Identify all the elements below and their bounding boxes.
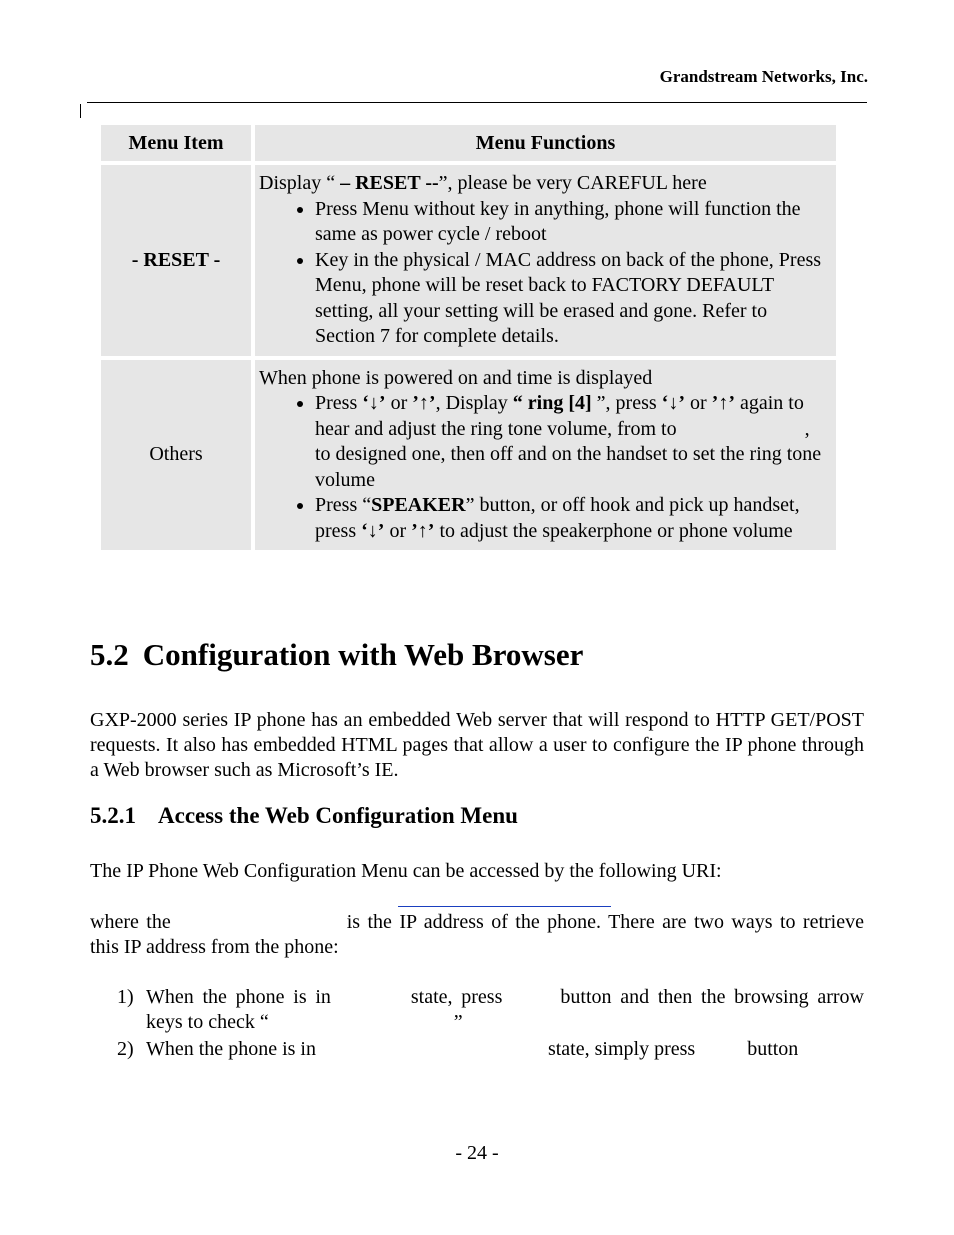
others-bullets (259, 391, 828, 544)
subsection-heading: 5.2.1 Access the Web Configuration Menu (90, 803, 518, 828)
header-rule (87, 102, 867, 103)
list-item: 2) When the phone is in state, simply press button (117, 1038, 799, 1060)
uri-intro: The IP Phone Web Configuration Menu can be accessed by the following URI: (90, 860, 722, 882)
menu-function-others (255, 360, 836, 551)
uri-link-underline[interactable] (398, 906, 611, 907)
menu-item-others: Others (101, 360, 251, 551)
page-number: - 24 - (455, 1142, 499, 1164)
ip-retrieval-list (117, 985, 864, 1063)
where-paragraph: where the is the IP address of the phone. There are two ways to retrieve this IP address from the phone: (90, 911, 864, 958)
reset-bullets (259, 197, 828, 350)
table-row-others (101, 360, 836, 551)
list-item: • Key in the physical / MAC address on back of the phone, Press Menu, phone will be reset back to FACTORY DEFAULT setting, all your setting will be erased and gone. Refer to Section 7 for complete details. (315, 248, 828, 350)
table-row-reset (101, 165, 836, 356)
margin-mark (80, 104, 81, 118)
list-item: • Press Menu without key in anything, phone will function the same as power cycle / reboot (315, 197, 828, 248)
col-header-menu-item: Menu Item (101, 125, 251, 161)
menu-item-reset: - RESET - (101, 165, 251, 356)
list-item: • Press “SPEAKER” button, or off hook and pick up handset, press ‘↓’ or ’↑’ to adjust the speakerphone or phone volume (315, 493, 828, 544)
menu-function-reset (255, 165, 836, 356)
table-header-row (101, 125, 836, 161)
section-heading: 5.2 Configuration with Web Browser (90, 637, 584, 672)
list-item: 1) When the phone is in state, press button and then the browsing arrow keys to check “ ” (117, 986, 864, 1033)
section-paragraph: GXP-2000 series IP phone has an embedded Web server that will respond to HTTP GET/POST requests. It also has embedded HTML pages that allow a user to configure the IP phone through a Web browser such as Microsoft’s IE. (90, 709, 864, 781)
list-item: • Press ‘↓’ or ’↑’, Display “ ring [4] ”, press ‘↓’ or ’↑’ again to hear and adjust the ring tone volume, from to , to designed one, then off and on the handset to set the ring tone volume (315, 391, 828, 493)
col-header-menu-functions: Menu Functions (255, 125, 836, 161)
others-intro: When phone is powered on and time is displayed (259, 366, 653, 389)
menu-table (97, 121, 840, 554)
header-company: Grandstream Networks, Inc. (659, 67, 868, 86)
reset-intro: Display “ – RESET --”, please be very CAREFUL here (259, 172, 707, 194)
